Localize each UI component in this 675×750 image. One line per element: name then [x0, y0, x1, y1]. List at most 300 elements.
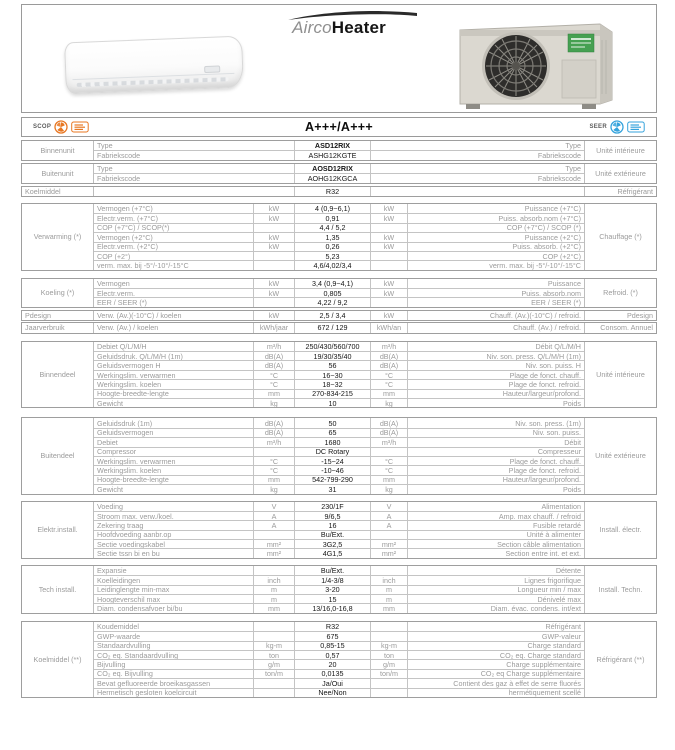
- spec-row: [94, 650, 584, 659]
- cell-unit-nl: [253, 689, 294, 697]
- spec-row: [94, 141, 584, 150]
- cell-label-fr: EER / SEER (*): [407, 298, 584, 306]
- cell-label-fr: Section entre int. et ext.: [407, 549, 584, 557]
- cell-label-nl: Leidinglengte min-max: [97, 585, 170, 595]
- spec-section-1: [21, 163, 657, 184]
- cell-unit-fr: [370, 261, 407, 269]
- spec-section-5: [21, 310, 657, 321]
- cell-label-fr: Charge standard: [407, 642, 584, 650]
- cell-label-fr: Charge supplémentaire: [407, 660, 584, 668]
- group-label-fr: Réfrigérant: [584, 187, 656, 196]
- cell-unit-nl: [253, 252, 294, 260]
- group-label-nl: Buitendeel: [22, 418, 94, 493]
- outdoor-unit-image: [450, 16, 628, 114]
- cell-label-fr: Hauteur/largeur/profond.: [407, 390, 584, 398]
- cell-unit-nl: kW: [253, 204, 294, 213]
- spec-row: [94, 465, 584, 474]
- cell-label-nl: Expansie: [97, 566, 127, 576]
- spec-section-rows: [94, 342, 584, 408]
- cell-value: 65: [294, 429, 370, 437]
- cell-label-fr: Type: [370, 164, 584, 173]
- group-label-nl: Koeling (*): [22, 279, 94, 307]
- cell-label-fr: Chauff. (Av.) / refroid.: [407, 323, 584, 332]
- spec-row: [94, 475, 584, 484]
- spec-row: [94, 585, 584, 594]
- spec-section-3: [21, 203, 657, 271]
- cell-value: -15~24: [294, 457, 370, 465]
- cell-label-nl: Werkingslim. koelen: [97, 466, 162, 475]
- cell-label-nl: Electr.verm. (+2°C): [97, 242, 158, 251]
- cell-value: 19/30/35/40: [294, 352, 370, 360]
- spec-section-7: [21, 341, 657, 409]
- group-label-fr: Unité intérieure: [584, 342, 656, 408]
- cell-label-fr: Poids: [407, 485, 584, 493]
- indoor-unit-display: [204, 65, 220, 73]
- spec-row: [94, 548, 584, 557]
- cell-value: 3,4 (0,9~4,1): [294, 279, 370, 288]
- cell-label-nl: Hermetisch gesloten koelcircuit: [97, 688, 197, 697]
- spec-row: [94, 678, 584, 687]
- cell-value: 0,26: [294, 243, 370, 251]
- spec-row: [94, 351, 584, 360]
- cell-unit-nl: [253, 224, 294, 232]
- cell-unit-nl: dB(A): [253, 418, 294, 427]
- cell-unit-fr: [370, 679, 407, 687]
- cell-unit-nl: °C: [253, 457, 294, 465]
- cell-unit-nl: kg: [253, 485, 294, 493]
- cell-unit-fr: [370, 622, 407, 631]
- cell-label-fr: Puissance (+2°C): [407, 233, 584, 241]
- cell-label-nl: Hoogte-breedte-lengte: [97, 389, 169, 398]
- spec-row: [94, 502, 584, 511]
- cell-unit-fr: °C: [370, 380, 407, 388]
- cell-unit-nl: mm: [253, 476, 294, 484]
- cell-unit-fr: °C: [370, 371, 407, 379]
- cell-value: 4,22 / 9,2: [294, 298, 370, 306]
- group-label-nl: Koelmiddel (**): [22, 622, 94, 697]
- group-label-nl: Binnenunit: [22, 141, 94, 160]
- cell-unit-nl: dB(A): [253, 352, 294, 360]
- spec-row: [94, 688, 584, 697]
- cell-label-nl: Bijvulling: [97, 660, 126, 669]
- spec-row: [94, 566, 584, 575]
- cell-unit-fr: mm: [370, 604, 407, 612]
- cell-label-fr: Puiss. absorb. (+2°C): [407, 243, 584, 251]
- cell-unit-nl: ton: [253, 651, 294, 659]
- cell-label-fr: Puiss. absorb.nom: [407, 289, 584, 297]
- group-label-fr: Chauffage (*): [584, 204, 656, 270]
- spec-section-rows: [94, 311, 584, 320]
- group-label-nl: Elektr.install.: [22, 502, 94, 558]
- spec-section-rows: [94, 141, 584, 160]
- spec-row: [94, 447, 584, 456]
- cell-label-nl: COP (+2°): [97, 251, 131, 261]
- cell-label-nl: Debiet Q/L/M/H: [97, 341, 147, 351]
- cell-label-fr: Poids: [407, 399, 584, 407]
- cell-unit-nl: m³/h: [253, 438, 294, 446]
- spec-row: [94, 539, 584, 548]
- cell-unit-nl: m³/h: [253, 342, 294, 351]
- cell-label-fr: Niv. son. press. (1m): [407, 418, 584, 427]
- cell-label-fr: Niv. son. press. Q/L/M/H (1m): [407, 352, 584, 360]
- seer-rating-group: [589, 120, 645, 134]
- group-label-nl: Pdesign: [22, 311, 94, 320]
- cell-unit-fr: m: [370, 595, 407, 603]
- cell-label-fr: COP (+2°C): [407, 252, 584, 260]
- spec-section-rows: [94, 204, 584, 270]
- cell-unit-nl: °C: [253, 466, 294, 474]
- group-label-nl: Tech install.: [22, 566, 94, 613]
- cell-label-nl: CO₂ eq. Standaardvulling: [97, 650, 179, 660]
- cell-unit-nl: [253, 298, 294, 306]
- cell-unit-nl: dB(A): [253, 361, 294, 369]
- cell-label-nl: COP (+7°C) / SCOP(*): [97, 223, 170, 233]
- spec-row: [94, 288, 584, 297]
- cell-value: 230/1F: [294, 502, 370, 511]
- cell-unit-fr: kg: [370, 485, 407, 493]
- spec-row: [94, 360, 584, 369]
- cell-label-nl: Vermogen (+2°C): [97, 233, 153, 242]
- cell-value: 0,805: [294, 289, 370, 297]
- cell-value: 250/430/560/700: [294, 342, 370, 351]
- spec-row: [94, 204, 584, 213]
- spec-row: [94, 370, 584, 379]
- cell-label-fr: Débit Q/L/M/H: [407, 342, 584, 351]
- spec-section-rows: [94, 323, 584, 332]
- cell-unit-nl: kW: [253, 311, 294, 320]
- cell-unit-fr: dB(A): [370, 352, 407, 360]
- cell-label-nl: Bevat gefluoreerde broeikasgassen: [97, 679, 211, 688]
- cell-unit-fr: inch: [370, 576, 407, 584]
- cell-label-fr: Unité à alimenter: [407, 531, 584, 539]
- cell-value: Bu/Ext.: [294, 531, 370, 539]
- indoor-unit-image: [64, 36, 244, 95]
- cell-unit-fr: [370, 689, 407, 697]
- cell-value: R32: [294, 187, 370, 196]
- cell-label-nl: Hoogte-breedte-lengte: [97, 475, 169, 485]
- group-label-fr: Unité intérieure: [584, 141, 656, 160]
- spec-row: [94, 213, 584, 222]
- spec-section-rows: [94, 566, 584, 613]
- cell-label-nl: Gewicht: [97, 485, 123, 494]
- cell-label-fr: Plage de fonct. refroid.: [407, 466, 584, 474]
- spec-row: [94, 279, 584, 288]
- cell-label-nl: Werkingslim. verwarmen: [97, 370, 176, 380]
- heating-airflow-icon: [71, 121, 89, 133]
- spec-section-rows: [94, 164, 584, 183]
- cell-unit-nl: kg-m: [253, 642, 294, 650]
- spec-section-rows: [94, 418, 584, 493]
- cell-value: Nee/Non: [294, 689, 370, 697]
- spec-section-9: [21, 501, 657, 559]
- cell-unit-fr: kWh/an: [370, 323, 407, 332]
- cell-label-fr: Fabriekscode: [370, 151, 584, 159]
- cell-unit-nl: inch: [253, 576, 294, 584]
- cell-unit-nl: kW: [253, 289, 294, 297]
- cell-value: R32: [294, 622, 370, 631]
- spec-row: [94, 379, 584, 388]
- cell-value: 3-20: [294, 586, 370, 594]
- cell-unit-fr: mm²: [370, 549, 407, 557]
- cell-label-nl: Koudemiddel: [97, 621, 139, 631]
- cell-unit-nl: kW: [253, 279, 294, 288]
- spec-row: [94, 173, 584, 182]
- cell-unit-fr: mm: [370, 476, 407, 484]
- cell-unit-fr: dB(A): [370, 418, 407, 427]
- cell-value: 4G1,5: [294, 549, 370, 557]
- spec-row: [94, 342, 584, 351]
- spec-row: [94, 187, 584, 196]
- cell-label-fr: Lignes frigorifique: [407, 576, 584, 584]
- cell-unit-nl: g/m: [253, 660, 294, 668]
- spec-row: [94, 594, 584, 603]
- spec-row: [94, 223, 584, 232]
- cell-label-nl: verm. max. bij -5°/-10°/-15°C: [97, 261, 189, 270]
- cell-value: 1/4-3/8: [294, 576, 370, 584]
- group-label-fr: Install. électr.: [584, 502, 656, 558]
- cell-label-nl: Hoogteverschil max: [97, 595, 161, 604]
- cell-label-fr: COP (+7°C) / SCOP (*): [407, 224, 584, 232]
- spec-section-8: [21, 417, 657, 494]
- spec-section-11: [21, 621, 657, 698]
- cell-value: 542-799-290: [294, 476, 370, 484]
- cell-label-fr: Détente: [407, 566, 584, 575]
- cell-unit-fr: m: [370, 586, 407, 594]
- cell-label-fr: Niv. son. puiss. H: [407, 361, 584, 369]
- spec-table: [21, 140, 657, 698]
- cell-unit-fr: kW: [370, 289, 407, 297]
- cell-unit-fr: kW: [370, 311, 407, 320]
- cell-value: 16~30: [294, 371, 370, 379]
- cell-unit-fr: [370, 566, 407, 575]
- cell-unit-nl: [253, 448, 294, 456]
- cell-unit-fr: dB(A): [370, 429, 407, 437]
- cooling-fan-icon: [610, 120, 624, 134]
- cell-unit-fr: ton/m: [370, 670, 407, 678]
- cell-unit-fr: °C: [370, 466, 407, 474]
- cell-unit-fr: [370, 252, 407, 260]
- cell-value: 15: [294, 595, 370, 603]
- spec-row: [94, 603, 584, 612]
- group-label-fr: Pdesign: [584, 311, 656, 320]
- energy-class: A+++/A+++: [304, 120, 374, 134]
- cell-value: 0,57: [294, 651, 370, 659]
- cell-label-nl: Diam. condensafvoer bi/bu: [97, 604, 183, 613]
- cell-value: ASHG12KGTE: [294, 151, 370, 159]
- cell-label-nl: Geluidsvermogen H: [97, 361, 161, 370]
- group-label-nl: Jaarverbruik: [22, 323, 94, 332]
- cell-label-nl: Koelleidingen: [97, 576, 141, 585]
- cell-value: 5,23: [294, 252, 370, 260]
- group-label-fr: Unité extérieure: [584, 164, 656, 183]
- cell-label-nl: CO₂ eq. Bijvulling: [97, 669, 153, 679]
- group-label-nl: Buitenunit: [22, 164, 94, 183]
- spec-row: [94, 418, 584, 427]
- cell-label-fr: Compresseur: [407, 448, 584, 456]
- cell-label-fr: Type: [370, 141, 584, 150]
- cell-label-fr: Plage de fonct. refroid.: [407, 380, 584, 388]
- cell-value: 1680: [294, 438, 370, 446]
- cell-value: 31: [294, 485, 370, 493]
- spec-row: [94, 260, 584, 269]
- spec-row: [94, 622, 584, 631]
- cell-unit-nl: [253, 566, 294, 575]
- spec-row: [94, 311, 584, 320]
- cell-value: Bu/Ext.: [294, 566, 370, 575]
- cell-label-fr: CO₂ eq. Charge standard: [407, 651, 584, 659]
- cell-unit-fr: kW: [370, 214, 407, 222]
- cell-label-fr: Puiss. absorb.nom (+7°C): [407, 214, 584, 222]
- cell-label-fr: Plage de fonct. chauff.: [407, 371, 584, 379]
- cell-unit-nl: kW: [253, 243, 294, 251]
- cell-unit-nl: mm: [253, 604, 294, 612]
- spec-section-6: [21, 322, 657, 333]
- cell-unit-nl: m: [253, 586, 294, 594]
- cell-unit-fr: [370, 298, 407, 306]
- cell-unit-nl: V: [253, 502, 294, 511]
- cell-label-nl: Vermogen: [97, 278, 130, 288]
- cell-label-nl: Verw. (Av.)(-10°C) / koelen: [97, 311, 182, 321]
- scop-label: SCOP: [33, 124, 52, 130]
- cell-unit-nl: ton/m: [253, 670, 294, 678]
- cell-unit-nl: [253, 622, 294, 631]
- cell-value: 56: [294, 361, 370, 369]
- cell-value: AOSD12RIX: [294, 164, 370, 173]
- cell-label-fr: GWP-valeur: [407, 632, 584, 640]
- spec-row: [94, 389, 584, 398]
- spec-row: [94, 428, 584, 437]
- cell-label-fr: Débit: [407, 438, 584, 446]
- cell-unit-fr: kg: [370, 399, 407, 407]
- spec-row: [94, 530, 584, 539]
- spec-row: [94, 437, 584, 446]
- spec-row: [94, 398, 584, 407]
- cell-label-fr: Amp. max chauff. / refroid: [407, 512, 584, 520]
- spec-row: [94, 297, 584, 306]
- cell-label-nl: Type: [97, 141, 113, 151]
- spec-row: [94, 323, 584, 332]
- cell-unit-nl: mm²: [253, 549, 294, 557]
- cell-unit-nl: mm: [253, 390, 294, 398]
- cell-value: 20: [294, 660, 370, 668]
- cell-unit-fr: mm: [370, 390, 407, 398]
- cell-label-fr: Plage de fonct. chauff.: [407, 457, 584, 465]
- cell-label-nl: Geluidsdruk. Q/L/M/H (1m): [97, 352, 183, 361]
- cell-unit-nl: mm²: [253, 540, 294, 548]
- cell-unit-fr: mm²: [370, 540, 407, 548]
- cell-value: 9/6,5: [294, 512, 370, 520]
- scop-rating-group: [33, 120, 89, 134]
- cell-label-nl: Fabriekscode: [97, 151, 141, 160]
- cell-unit-fr: A: [370, 521, 407, 529]
- spec-section-rows: [94, 622, 584, 697]
- cell-value: 18~32: [294, 380, 370, 388]
- rating-row: [21, 117, 657, 137]
- cell-label-nl: Sectie voedingskabel: [97, 540, 165, 549]
- cell-value: 270-834-215: [294, 390, 370, 398]
- cell-label-nl: Geluidsdruk (1m): [97, 418, 153, 428]
- spec-row: [94, 511, 584, 520]
- cell-unit-fr: kW: [370, 243, 407, 251]
- cell-unit-nl: [253, 531, 294, 539]
- cell-label-nl: Gewicht: [97, 398, 123, 408]
- cell-value: 4 (0,9~6,1): [294, 204, 370, 213]
- cell-unit-fr: kW: [370, 233, 407, 241]
- cell-value: 4,6/4,02/3,4: [294, 261, 370, 269]
- cell-value: 0,91: [294, 214, 370, 222]
- brand-name: [292, 18, 386, 38]
- spec-row: [94, 164, 584, 173]
- cell-label-nl: Stroom max. verw./koel.: [97, 511, 174, 521]
- cell-label-nl: [94, 187, 294, 196]
- cell-value: ASD12RIX: [294, 141, 370, 150]
- cell-unit-fr: ton: [370, 651, 407, 659]
- cell-label-nl: Vermogen (+7°C): [97, 204, 153, 214]
- cell-value: 0,0135: [294, 670, 370, 678]
- cell-label-nl: Electr.verm. (+7°C): [97, 214, 158, 223]
- cell-unit-nl: °C: [253, 371, 294, 379]
- group-label-fr: Unité extérieure: [584, 418, 656, 493]
- cell-label-fr: CO₂ eq Charge supplémentaire: [407, 670, 584, 678]
- cooling-airflow-icon: [627, 121, 645, 133]
- cell-unit-fr: °C: [370, 457, 407, 465]
- cell-unit-nl: [253, 632, 294, 640]
- group-label-fr: Réfrigérant (**): [584, 622, 656, 697]
- cell-unit-fr: m³/h: [370, 438, 407, 446]
- cell-value: 0,85-15: [294, 642, 370, 650]
- cell-value: 4,4 / 5,2: [294, 224, 370, 232]
- seer-label: SEER: [589, 124, 607, 130]
- group-label-nl: Verwarming (*): [22, 204, 94, 270]
- cell-label-fr: Hauteur/largeur/profond.: [407, 476, 584, 484]
- cell-unit-fr: kW: [370, 204, 407, 213]
- cell-value: 13/16,0-16,8: [294, 604, 370, 612]
- cell-label-fr: Niv. son. puiss.: [407, 429, 584, 437]
- cell-unit-fr: [370, 632, 407, 640]
- cell-unit-fr: kg-m: [370, 642, 407, 650]
- cell-label-fr: Fusible retardé: [407, 521, 584, 529]
- cell-value: 675: [294, 632, 370, 640]
- cell-label-fr: Puissance (+7°C): [407, 204, 584, 213]
- cell-label-fr: Contient des gaz à effet de serre fluorés: [407, 679, 584, 687]
- spec-row: [94, 150, 584, 159]
- cell-unit-fr: [370, 224, 407, 232]
- spec-row: [94, 484, 584, 493]
- spec-section-0: [21, 140, 657, 161]
- cell-unit-fr: A: [370, 512, 407, 520]
- cell-value: 2,5 / 3,4: [294, 311, 370, 320]
- spec-row: [94, 242, 584, 251]
- cell-unit-fr: [370, 531, 407, 539]
- cell-label-fr: [370, 187, 584, 196]
- cell-label-nl: Werkingslim. koelen: [97, 380, 162, 389]
- cell-value: 3G2,5: [294, 540, 370, 548]
- cell-unit-nl: kg: [253, 399, 294, 407]
- cell-unit-fr: [370, 448, 407, 456]
- cell-unit-fr: kW: [370, 279, 407, 288]
- cell-value: 1,35: [294, 233, 370, 241]
- group-label-fr: Refroid. (*): [584, 279, 656, 307]
- cell-label-nl: Voeding: [97, 501, 123, 511]
- cell-unit-nl: dB(A): [253, 429, 294, 437]
- group-label-fr: Consom. Annuel: [584, 323, 656, 332]
- cell-label-nl: Type: [97, 163, 113, 173]
- header-box: [21, 4, 657, 113]
- cell-value: 16: [294, 521, 370, 529]
- brand-name-light: Airco: [292, 18, 332, 37]
- cell-label-nl: Fabriekscode: [97, 174, 141, 183]
- cell-label-fr: hermétiquement scellé: [407, 689, 584, 697]
